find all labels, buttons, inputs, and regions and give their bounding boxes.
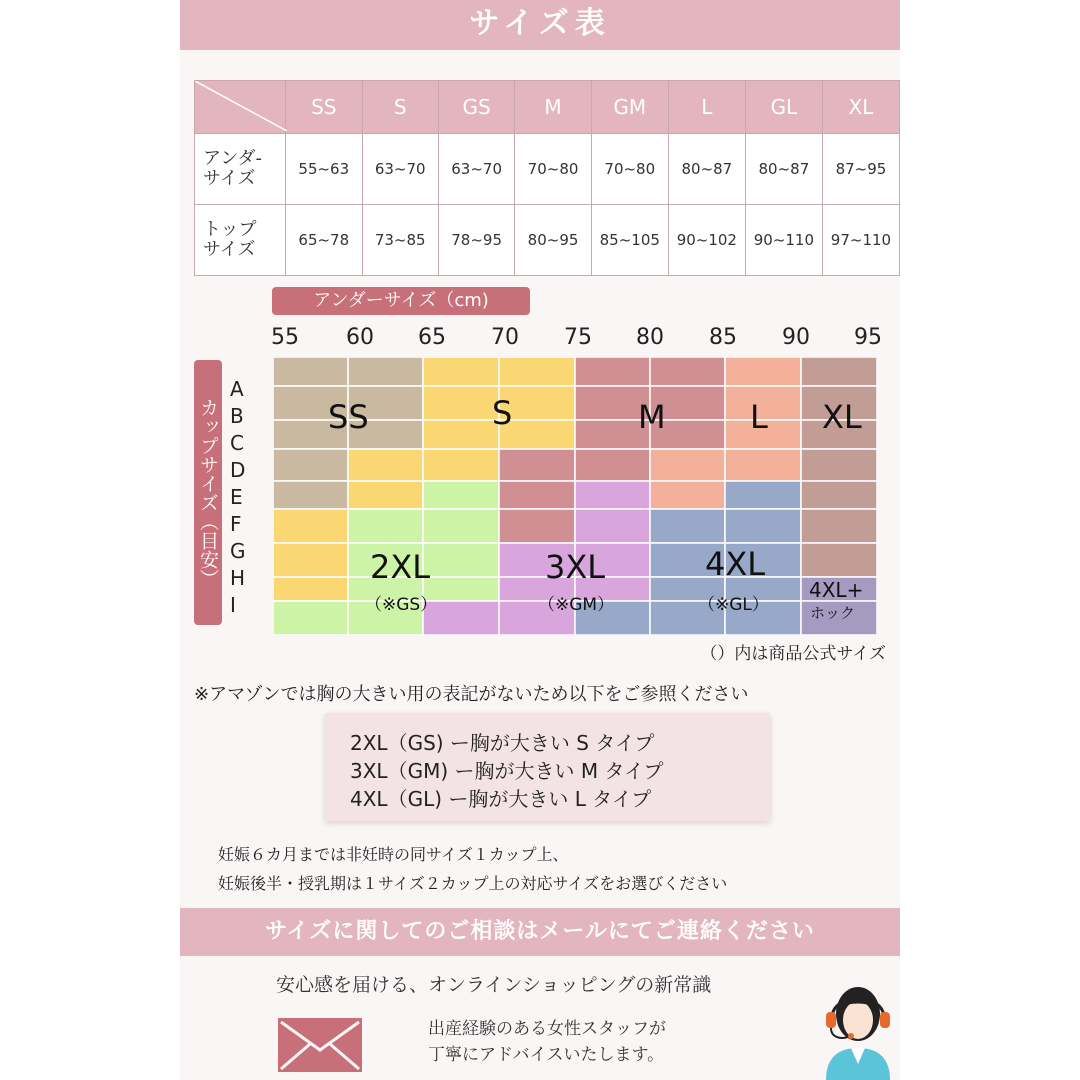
grid-cell-m bbox=[575, 357, 650, 386]
table-cell: 80~87 bbox=[745, 134, 822, 205]
amazon-note: ※アマゾンでは胸の大きい用の表記がないため以下をご参照ください bbox=[194, 684, 749, 705]
cup-letter: C bbox=[230, 431, 244, 455]
table-cell: 70~80 bbox=[515, 134, 591, 205]
grid-cell-s bbox=[273, 543, 348, 577]
advice-line: 丁寧にアドバイスいたします。 bbox=[428, 1045, 665, 1065]
grid-label-4xl-plus-sub: ホック bbox=[810, 604, 856, 622]
page bbox=[180, 0, 900, 1080]
size-header: XL bbox=[822, 81, 899, 134]
grid-label-2xl-sub: （※GS） bbox=[365, 595, 438, 615]
x-tick: 85 bbox=[709, 325, 737, 350]
table-cell: 85~105 bbox=[591, 205, 668, 276]
grid-cell-3xl bbox=[575, 481, 650, 509]
grid-label-s: S bbox=[492, 394, 513, 432]
table-cell: 63~70 bbox=[438, 134, 514, 205]
tagline: 安心感を届ける、オンラインショッピングの新常識 bbox=[276, 974, 712, 996]
table-cell: 97~110 bbox=[822, 205, 899, 276]
grid-cell-l bbox=[650, 449, 725, 481]
grid-label-xl: XL bbox=[822, 398, 862, 436]
size-header: GL bbox=[745, 81, 822, 134]
grid-cell-s bbox=[423, 449, 499, 481]
grid-label-4xl-sub: （※GL） bbox=[698, 595, 769, 615]
page-title: サイズ表 bbox=[180, 0, 900, 50]
cup-letter: H bbox=[230, 566, 246, 590]
pregnancy-note: 妊娠後半・授乳期は１サイズ２カップ上の対応サイズをお選びください bbox=[218, 874, 728, 893]
table-cell: 87~95 bbox=[822, 134, 899, 205]
grid-cell-l bbox=[725, 449, 801, 481]
grid-cell-s bbox=[348, 449, 423, 481]
table-cell: 63~70 bbox=[362, 134, 438, 205]
grid-cell-s bbox=[499, 357, 575, 386]
grid-cell-m bbox=[650, 357, 725, 386]
table-cell: 70~80 bbox=[591, 134, 668, 205]
table-row-under bbox=[195, 134, 900, 205]
grid-cell-2xl bbox=[423, 509, 499, 543]
cup-size-label: カップサイズ（目安） bbox=[194, 360, 222, 625]
grid-cell-s bbox=[423, 420, 499, 449]
grid-cell-2xl bbox=[423, 543, 499, 577]
table-cell: 65~78 bbox=[286, 205, 362, 276]
size-header: GS bbox=[438, 81, 514, 134]
table-cell: 55~63 bbox=[286, 134, 362, 205]
cup-letter: A bbox=[230, 377, 244, 401]
legend-line: 2XL（GS) ー胸が大きい S タイプ bbox=[350, 731, 655, 755]
grid-cell-s bbox=[273, 577, 348, 601]
pregnancy-note: 妊娠６カ月までは非妊時の同サイズ１カップ上、 bbox=[218, 845, 569, 864]
grid-cell-xl bbox=[801, 357, 877, 386]
x-tick: 70 bbox=[491, 325, 519, 350]
x-tick: 80 bbox=[636, 325, 664, 350]
table-cell: 90~102 bbox=[668, 205, 745, 276]
grid-cell-4xl bbox=[650, 509, 725, 543]
cup-letter: B bbox=[230, 404, 244, 428]
size-table bbox=[194, 80, 900, 276]
legend-box bbox=[325, 713, 770, 821]
grid-cell-m bbox=[499, 449, 575, 481]
grid-cell-m bbox=[499, 509, 575, 543]
x-tick: 90 bbox=[782, 325, 810, 350]
cup-letter: E bbox=[230, 485, 243, 509]
table-cell: 90~110 bbox=[745, 205, 822, 276]
table-corner bbox=[195, 81, 286, 134]
size-header: SS bbox=[286, 81, 362, 134]
grid-cell-m bbox=[575, 449, 650, 481]
grid-cell-ss bbox=[273, 481, 348, 509]
table-cell: 78~95 bbox=[438, 205, 514, 276]
grid-cell-xl bbox=[801, 481, 877, 509]
size-header: L bbox=[668, 81, 745, 134]
grid-label-m: M bbox=[638, 398, 666, 436]
x-tick: 60 bbox=[346, 325, 374, 350]
contact-banner: サイズに関してのご相談はメールにてご連絡ください bbox=[180, 908, 900, 956]
row-label-line: トップ bbox=[203, 219, 257, 240]
grid-cell-l bbox=[650, 481, 725, 509]
grid-label-ss: SS bbox=[328, 398, 369, 436]
diagonal-line bbox=[195, 81, 287, 131]
under-size-label: アンダーサイズ（cm) bbox=[272, 287, 530, 315]
grid-label-4xl-plus: 4XL+ bbox=[809, 578, 864, 602]
grid-cell-s bbox=[348, 481, 423, 509]
grid-cell-s bbox=[423, 357, 499, 386]
grid-cell-ss bbox=[273, 357, 348, 386]
table-cell: 73~85 bbox=[362, 205, 438, 276]
row-label-line: アンダ- bbox=[203, 148, 263, 169]
row-label bbox=[195, 205, 286, 276]
grid-label-2xl: 2XL bbox=[370, 548, 431, 586]
grid-label-4xl: 4XL bbox=[705, 545, 766, 583]
row-label-line: サイズ bbox=[203, 168, 256, 189]
grid-cell-ss bbox=[348, 357, 423, 386]
table-cell: 80~87 bbox=[668, 134, 745, 205]
cup-letter: G bbox=[230, 539, 246, 563]
advice-line: 出産経験のある女性スタッフが bbox=[428, 1019, 666, 1039]
table-cell: 80~95 bbox=[515, 205, 591, 276]
grid-cell-s bbox=[423, 386, 499, 420]
cup-letter: I bbox=[230, 593, 236, 617]
grid-cell-xl bbox=[801, 449, 877, 481]
grid-cell-2xl bbox=[423, 481, 499, 509]
row-label bbox=[195, 134, 286, 205]
grid-cell-2xl bbox=[348, 509, 423, 543]
cup-letter: D bbox=[230, 458, 246, 482]
x-tick: 75 bbox=[564, 325, 592, 350]
official-size-note: （）内は商品公式サイズ bbox=[700, 644, 886, 664]
legend-line: 3XL（GM) ー胸が大きい M タイプ bbox=[350, 759, 664, 783]
legend-line: 4XL（GL) ー胸が大きい L タイプ bbox=[350, 787, 652, 811]
grid-cell-4xl bbox=[725, 481, 801, 509]
grid-label-3xl: 3XL bbox=[545, 548, 606, 586]
grid-label-3xl-sub: （※GM） bbox=[538, 595, 615, 615]
grid-cell-4xl bbox=[725, 509, 801, 543]
grid-cell-l bbox=[725, 357, 801, 386]
table-row-top bbox=[195, 205, 900, 276]
mail-icon bbox=[278, 1018, 362, 1072]
cup-letter: F bbox=[230, 512, 242, 536]
row-label-line: サイズ bbox=[203, 239, 256, 260]
size-header: S bbox=[362, 81, 438, 134]
size-header-row bbox=[195, 81, 900, 134]
grid-cell-m bbox=[499, 481, 575, 509]
grid-label-l: L bbox=[750, 398, 768, 436]
grid-cell-xl bbox=[801, 543, 877, 577]
grid-cell-s bbox=[273, 509, 348, 543]
grid-cell-ss bbox=[273, 449, 348, 481]
grid-cell-2xl bbox=[273, 601, 348, 635]
size-header: M bbox=[515, 81, 591, 134]
grid-cell-3xl bbox=[575, 509, 650, 543]
operator-headset-icon bbox=[818, 978, 898, 1080]
x-tick: 65 bbox=[418, 325, 446, 350]
grid-cell-xl bbox=[801, 509, 877, 543]
size-header: GM bbox=[591, 81, 668, 134]
x-tick: 95 bbox=[854, 325, 882, 350]
x-tick: 55 bbox=[271, 325, 299, 350]
